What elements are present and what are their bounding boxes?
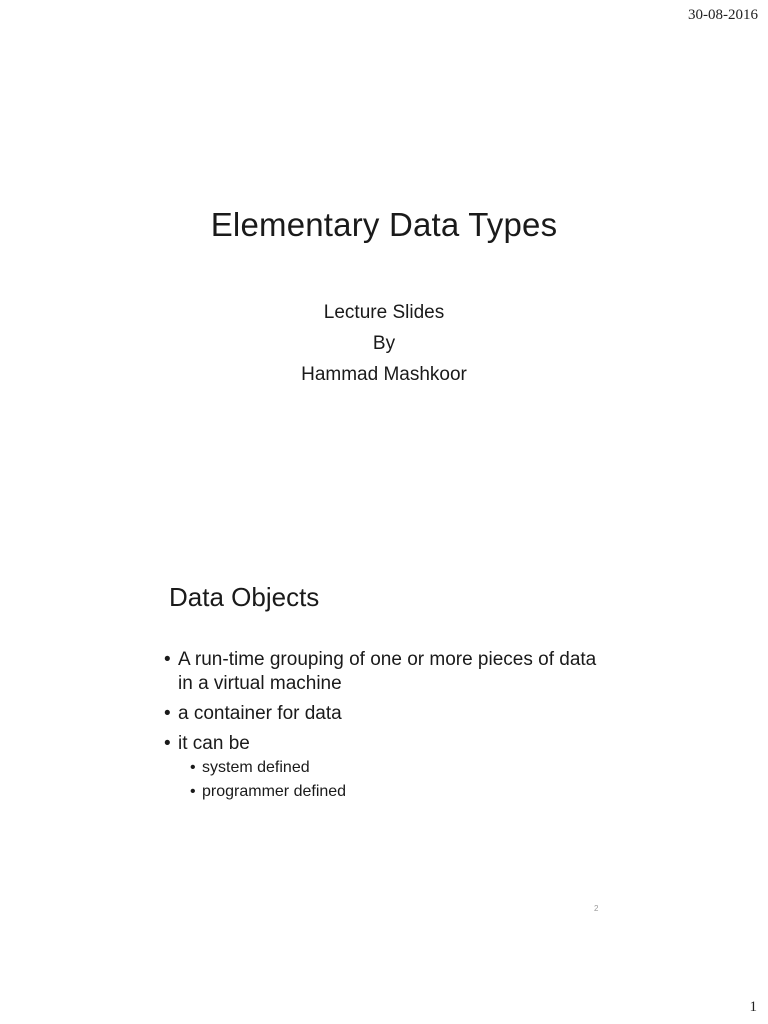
page-date: 30-08-2016 — [688, 7, 758, 23]
sub-bullet-list — [178, 756, 610, 804]
page-number: 1 — [749, 999, 757, 1015]
bullet-text: it can be — [178, 733, 250, 754]
slide-title — [158, 170, 610, 460]
sub-bullet-text: programmer defined — [202, 783, 347, 800]
bullet-icon: • — [190, 759, 196, 776]
slide-data-objects — [158, 570, 610, 920]
bullet-text: a container for data — [178, 703, 342, 724]
bullet-icon: • — [164, 703, 171, 724]
sub-bullet-text: system defined — [202, 759, 310, 776]
slide-subtitle — [158, 297, 610, 390]
bullet-icon: • — [190, 783, 196, 800]
slide-title-heading: Elementary Data Types — [210, 206, 558, 243]
slide-number: 2 — [594, 904, 599, 913]
subtitle-line: By — [372, 333, 396, 354]
bullet-item — [164, 732, 610, 804]
bullet-icon: • — [164, 733, 171, 754]
bullet-text: A run-time grouping of one or more pieces of data in a virtual machine — [178, 649, 597, 694]
sub-bullet-item — [178, 756, 610, 780]
sub-bullet-item — [178, 780, 610, 804]
bullet-item — [164, 648, 610, 696]
slide-heading: Data Objects — [169, 582, 320, 612]
bullet-list — [164, 648, 610, 810]
bullet-icon: • — [164, 649, 171, 670]
subtitle-line: Lecture Slides — [323, 302, 445, 323]
subtitle-line: Hammad Mashkoor — [301, 364, 467, 385]
bullet-item — [164, 702, 610, 726]
